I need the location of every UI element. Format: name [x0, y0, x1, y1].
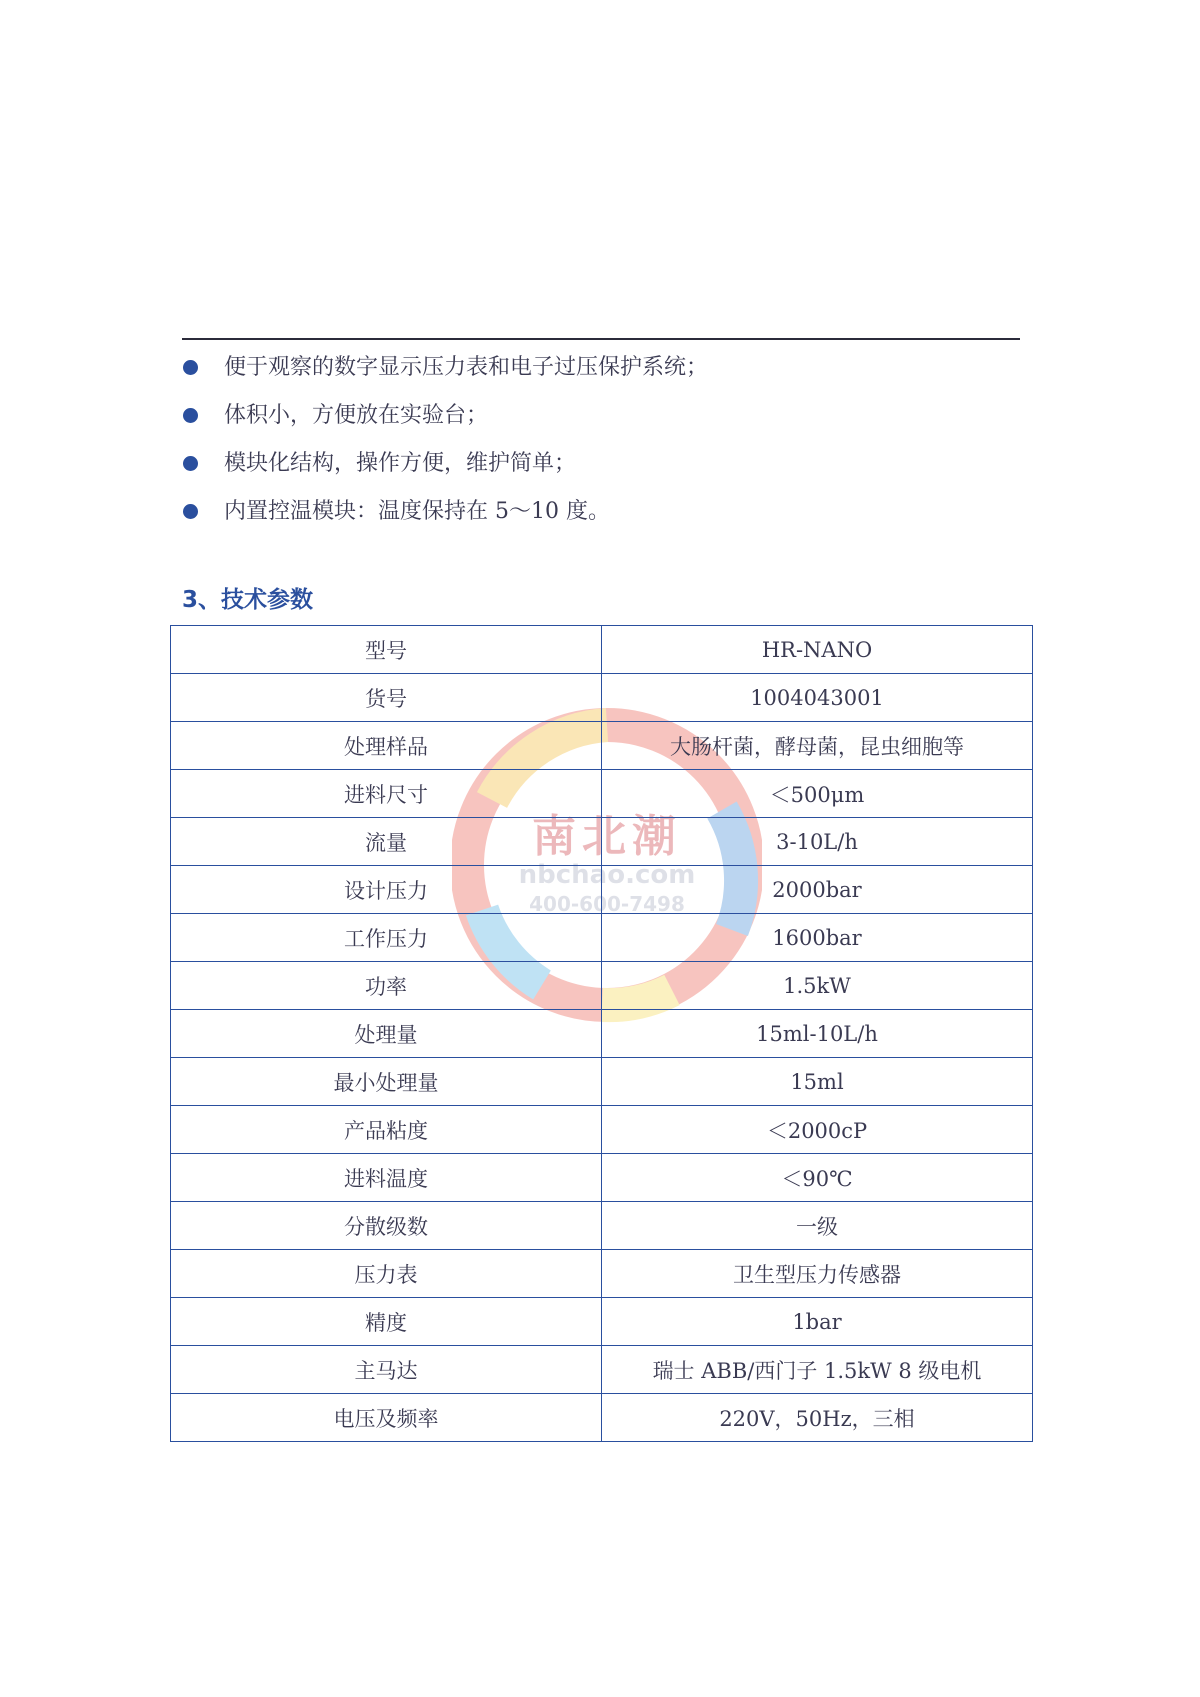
param-value: 2000bar [602, 866, 1033, 914]
bullet-icon [183, 504, 198, 519]
param-label: 型号 [171, 626, 602, 674]
param-value: 一级 [602, 1202, 1033, 1250]
watermark-site: nbchao.com [518, 860, 696, 890]
feature-text: 便于观察的数字显示压力表和电子过压保护系统； [224, 355, 709, 380]
bullet-icon [183, 360, 198, 375]
param-label: 分散级数 [171, 1202, 602, 1250]
param-value: 瑞士 ABB/西门子 1.5kW 8 级电机 [602, 1346, 1033, 1394]
param-label: 主马达 [171, 1346, 602, 1394]
table-row [171, 722, 1033, 770]
list-item [182, 344, 1020, 392]
param-label: 处理样品 [171, 722, 602, 770]
watermark-name: 南北潮 [532, 811, 682, 862]
list-item [182, 488, 1020, 536]
table-row [171, 1346, 1033, 1394]
param-label: 进料温度 [171, 1154, 602, 1202]
table-row [171, 1106, 1033, 1154]
param-label: 功率 [171, 962, 602, 1010]
list-item [182, 392, 1020, 440]
param-value: ＜90℃ [602, 1154, 1033, 1202]
param-value: ＜2000cP [602, 1106, 1033, 1154]
table-row [171, 1202, 1033, 1250]
param-value: 3-10L/h [602, 818, 1033, 866]
table-row [171, 1394, 1033, 1442]
table-row [171, 914, 1033, 962]
param-value: 1bar [602, 1298, 1033, 1346]
table-row [171, 1250, 1033, 1298]
param-label: 流量 [171, 818, 602, 866]
param-label: 工作压力 [171, 914, 602, 962]
param-label: 处理量 [171, 1010, 602, 1058]
table-row [171, 674, 1033, 722]
param-value: 大肠杆菌，酵母菌，昆虫细胞等 [602, 722, 1033, 770]
feature-text: 模块化结构，操作方便，维护简单； [224, 451, 577, 476]
feature-list [182, 344, 1020, 536]
bullet-icon [183, 456, 198, 471]
param-label: 电压及频率 [171, 1394, 602, 1442]
param-value: 卫生型压力传感器 [602, 1250, 1033, 1298]
param-label: 精度 [171, 1298, 602, 1346]
param-label: 产品粘度 [171, 1106, 602, 1154]
param-value: 15ml [602, 1058, 1033, 1106]
param-value: 1004043001 [602, 674, 1033, 722]
bullet-icon [183, 408, 198, 423]
watermark-phone: 400-600-7498 [529, 892, 685, 916]
section-heading: 3、技术参数 [182, 587, 314, 613]
table-row [171, 866, 1033, 914]
header-rule [182, 338, 1020, 340]
param-value: 1.5kW [602, 962, 1033, 1010]
table-row [171, 1154, 1033, 1202]
table-row [171, 1298, 1033, 1346]
param-label: 货号 [171, 674, 602, 722]
param-value: 220V，50Hz，三相 [602, 1394, 1033, 1442]
table-row [171, 818, 1033, 866]
param-value: ＜500μm [602, 770, 1033, 818]
param-label: 进料尺寸 [171, 770, 602, 818]
param-label: 设计压力 [171, 866, 602, 914]
feature-text: 内置控温模块：温度保持在 5～10 度。 [224, 499, 610, 524]
table-row [171, 626, 1033, 674]
table-row [171, 770, 1033, 818]
param-value: 1600bar [602, 914, 1033, 962]
param-label: 压力表 [171, 1250, 602, 1298]
feature-text: 体积小，方便放在实验台； [224, 403, 489, 428]
param-value: HR-NANO [602, 626, 1033, 674]
list-item [182, 440, 1020, 488]
table-row [171, 962, 1033, 1010]
param-label: 最小处理量 [171, 1058, 602, 1106]
spec-table [170, 625, 1033, 1442]
table-row [171, 1058, 1033, 1106]
table-row [171, 1010, 1033, 1058]
param-value: 15ml-10L/h [602, 1010, 1033, 1058]
